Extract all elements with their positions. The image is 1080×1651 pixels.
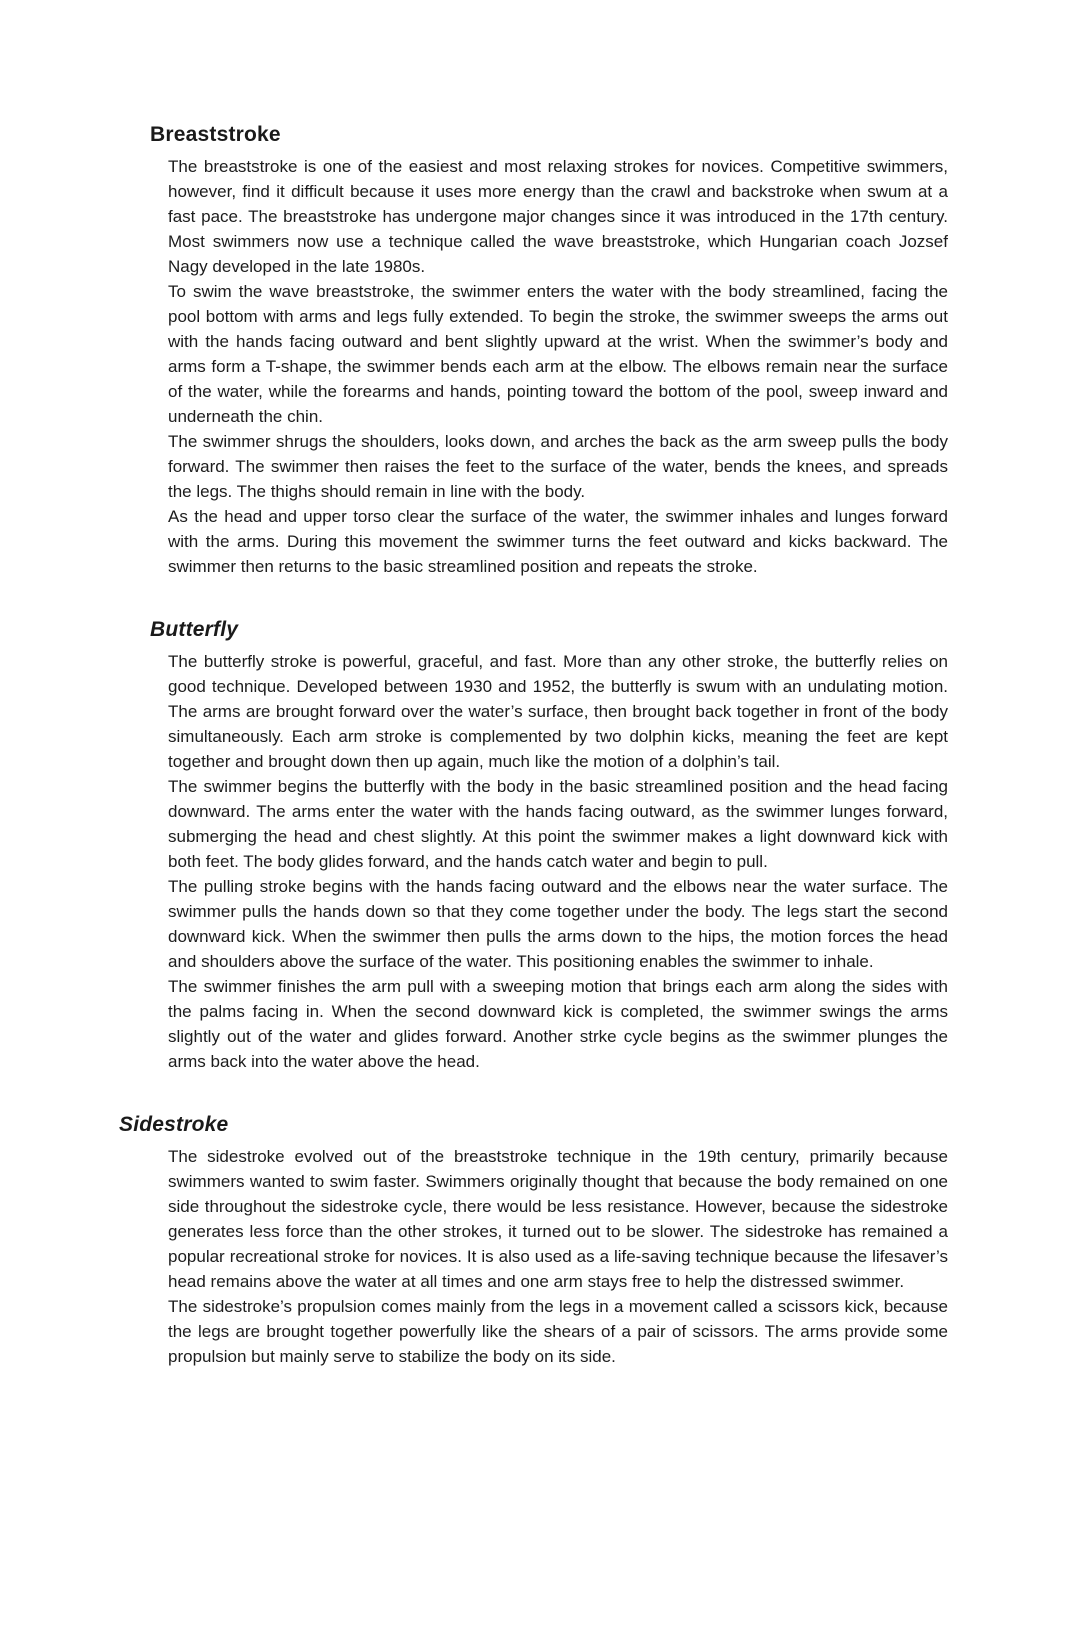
paragraph: As the head and upper torso clear the surface of the water, the swimmer inhales and lunges forward with the arms. During this movement the swimmer turns the feet outward and kicks backward. The swimmer then returns to the basic streamlined position and repeats the stroke. — [168, 507, 948, 576]
paragraph: The sidestroke’s propulsion comes mainly from the legs in a movement called a scissors kick, because the legs are brought together powerfully like the shears of a pair of scissors. The arms provide some propulsion but mainly serve to stabilize the body on its side. — [168, 1297, 948, 1366]
paragraph: The swimmer shrugs the shoulders, looks down, and arches the back as the arm sweep pulls the body forward. The swimmer then raises the feet to the surface of the water, bends the knees, and spreads the legs. The thighs should remain in line with the body. — [168, 432, 948, 501]
document-content — [119, 121, 950, 1369]
paragraph: The butterfly stroke is powerful, graceful, and fast. More than any other stroke, the butterfly relies on good technique. Developed between 1930 and 1952, the butterfly is swum with an undulating motion. The arms are brought forward over the water’s surface, then brought back together in front of the body simultaneously. Each arm stroke is complemented by two dolphin kicks, meaning the feet are kept together and brought down then up again, much like the motion of a dolphin’s tail. — [168, 652, 948, 771]
section-butterfly — [150, 616, 950, 1074]
section-heading-breaststroke: Breaststroke — [150, 123, 281, 146]
paragraph: The swimmer begins the butterfly with the body in the basic streamlined position and the head facing downward. The arms enter the water with the hands facing outward, as the swimmer lunges forward, submerging the head and chest slightly. At this point the swimmer makes a light downward kick with both feet. The body glides forward, and the hands catch water and begin to pull. — [168, 777, 948, 871]
paragraph: The sidestroke evolved out of the breaststroke technique in the 19th century, primarily because swimmers wanted to swim faster. Swimmers originally thought that because the body remained on one side throughout the sidestroke cycle, there would be less resistance. However, because the sidestroke generates less force than the other strokes, it turned out to be slower. The sidestroke has remained a popular recreational stroke for novices. It is also used as a life-saving technique because the lifesaver’s head remains above the water at all times and one arm stays free to help the distressed swimmer. — [168, 1147, 948, 1291]
paragraph: The pulling stroke begins with the hands facing outward and the elbows near the water surface. The swimmer pulls the hands down so that they come together under the body. The legs start the second downward kick. When the swimmer then pulls the arms down to the hips, the motion forces the head and shoulders above the surface of the water. This positioning enables the swimmer to inhale. — [168, 877, 948, 971]
section-breaststroke — [150, 121, 950, 579]
paragraph: The breaststroke is one of the easiest and most relaxing strokes for novices. Competitive swimmers, however, find it difficult because it uses more energy than the crawl and backstroke when swum at a fast pace. The breaststroke has undergone major changes since it was introduced in the 17th century. Most swimmers now use a technique called the wave breaststroke, which Hungarian coach Jozsef Nagy developed in the late 1980s. — [168, 157, 948, 276]
section-heading-sidestroke: Sidestroke — [119, 1113, 229, 1136]
paragraph: The swimmer finishes the arm pull with a sweeping motion that brings each arm along the sides with the palms facing in. When the second downward kick is completed, the swimmer swings the arms slightly out of the water and glides forward. Another strke cycle begins as the swimmer plunges the arms back into the water above the head. — [168, 977, 948, 1071]
paragraph: To swim the wave breaststroke, the swimmer enters the water with the body streamlined, facing the pool bottom with arms and legs fully extended. To begin the stroke, the swimmer sweeps the arms out with the hands facing outward and bent slightly upward at the wrist. When the swimmer’s body and arms form a T-shape, the swimmer bends each arm at the elbow. The elbows remain near the surface of the water, while the forearms and hands, pointing toward the bottom of the pool, sweep inward and underneath the chin. — [168, 282, 948, 426]
section-heading-butterfly: Butterfly — [150, 618, 239, 641]
section-sidestroke — [119, 1111, 950, 1369]
